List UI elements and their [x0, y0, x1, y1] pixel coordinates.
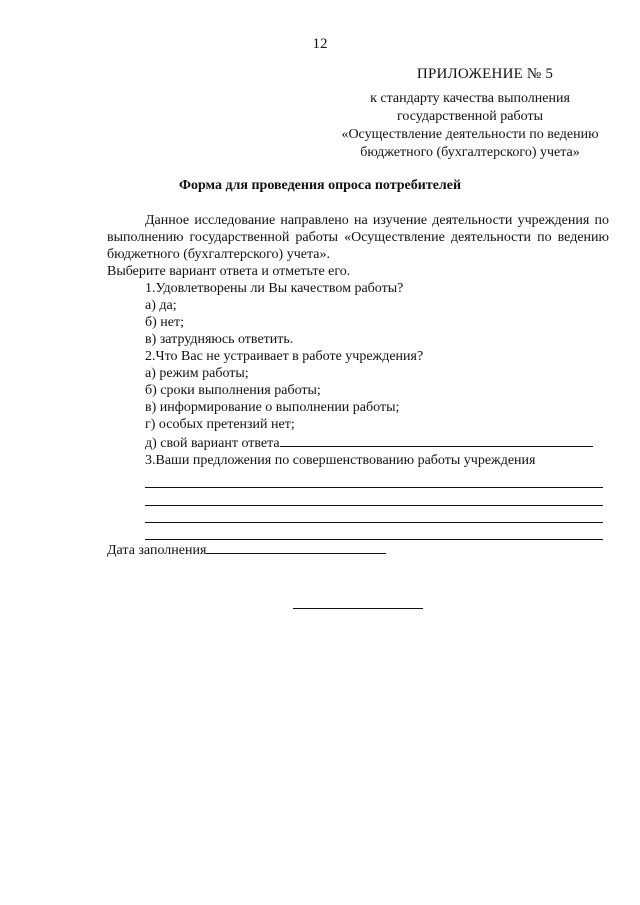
- page-number: 12: [312, 36, 328, 52]
- q1-option-b[interactable]: б) нет;: [145, 315, 184, 330]
- q1-option-c[interactable]: в) затрудняюсь ответить.: [145, 332, 294, 347]
- subtitle-line: государственной работы: [397, 109, 543, 124]
- appendix-subtitle: [330, 90, 610, 162]
- intro-paragraph: Данное исследование направлено на изучение деятельности учреждения по выполнению государственной работы «Осуществление деятельности по ведению бюджетного (бухгалтерского) учета».: [107, 213, 609, 262]
- question-3: 3.Ваши предложения по совершенствованию работы учреждения: [145, 453, 536, 468]
- answer-line[interactable]: [145, 505, 603, 506]
- instruction-text: Выберите вариант ответа и отметьте его.: [107, 264, 351, 279]
- question-1: 1.Удовлетворены ли Вы качеством работы?: [145, 281, 404, 296]
- own-option-blank[interactable]: [280, 433, 593, 447]
- subtitle-line: бюджетного (бухгалтерского) учета»: [360, 145, 580, 160]
- date-blank[interactable]: [206, 540, 386, 554]
- q2-option-b[interactable]: б) сроки выполнения работы;: [145, 383, 321, 398]
- q2-option-d[interactable]: г) особых претензий нет;: [145, 417, 295, 432]
- q2-option-c[interactable]: в) информирование о выполнении работы;: [145, 400, 400, 415]
- date-label: Дата заполнения: [107, 543, 207, 558]
- subtitle-line: к стандарту качества выполнения: [370, 91, 570, 106]
- date-field[interactable]: [107, 540, 386, 559]
- answer-line[interactable]: [145, 487, 603, 488]
- survey-body: [107, 212, 609, 469]
- answer-line[interactable]: [145, 522, 603, 523]
- form-title: Форма для проведения опроса потребителей: [178, 178, 462, 193]
- q1-option-a[interactable]: а) да;: [145, 298, 177, 313]
- question-2: 2.Что Вас не устраивает в работе учреждения?: [145, 349, 424, 364]
- own-option-label: д) свой вариант ответа: [145, 436, 280, 451]
- q2-own-option[interactable]: [107, 433, 609, 452]
- q2-option-a[interactable]: а) режим работы;: [145, 366, 249, 381]
- subtitle-line: «Осуществление деятельности по ведению: [341, 127, 599, 142]
- closing-rule: [293, 608, 423, 609]
- appendix-heading: ПРИЛОЖЕНИЕ № 5: [416, 66, 554, 82]
